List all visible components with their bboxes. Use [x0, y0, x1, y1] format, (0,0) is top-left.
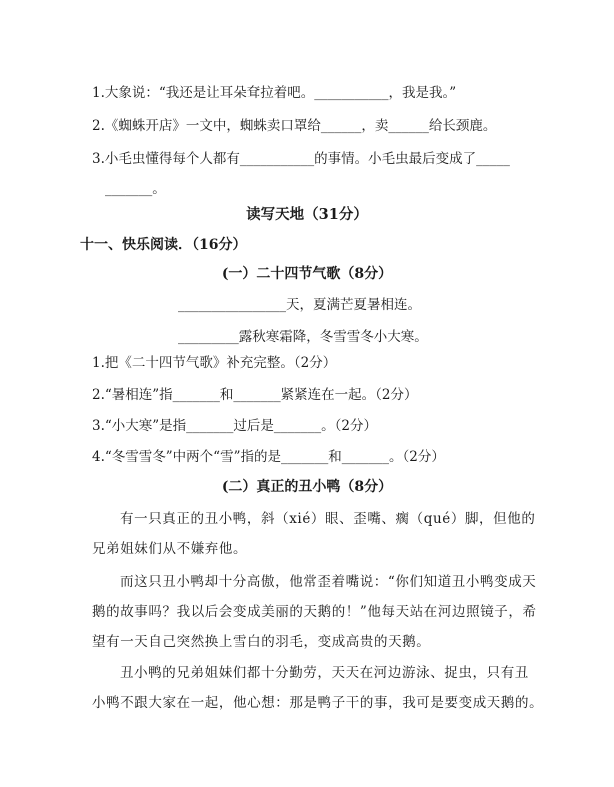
poem-line-2: _________露秋寒霜降，冬雪雪冬小大寒。	[178, 329, 428, 345]
fill-item-2: 2.《蜘蛛开店》一文中，蜘蛛卖口罩给______，卖______给长颈鹿。	[92, 118, 497, 134]
passage-2-title: (二）真正的丑小鸭（8分）	[221, 479, 393, 495]
story-line-3: 而这只丑小鸭却十分高傲，他常歪着嘴说：“你们知道丑小鸭变成天	[120, 574, 537, 590]
passage-1-title: (一）二十四节气歌（8分）	[221, 266, 393, 282]
passage-1-question-3: 3.“小大寒”是指_______过后是_______。（2分）	[92, 418, 378, 434]
passage-1-question-2: 2.“暑相连”指_______和_______紧紧连在一起。（2分）	[92, 387, 418, 403]
story-line-5: 望有一天自己突然换上雪白的羽毛，变成高贵的天鹅。	[92, 634, 431, 650]
question-11-heading: 十一、快乐阅读．（16分）	[80, 237, 247, 253]
story-line-2: 兄弟姐妹们从不嫌弃他。	[92, 541, 248, 557]
story-line-4: 鹅的故事吗？我以后会变成美丽的天鹅的！”他每天站在河边照镜子，希	[92, 604, 537, 620]
story-line-7: 小鸭不跟大家在一起，他心想：那是鸭子干的事，我可是要变成天鹅的。	[92, 695, 544, 711]
section-title: 读写天地（31分）	[246, 206, 368, 223]
passage-1-question-1: 1.把《二十四节气歌》补充完整。（2分）	[92, 355, 337, 371]
story-line-1: 有一只真正的丑小鸭，斜（xié）眼、歪嘴、瘸（qué）脚，但他的	[120, 511, 536, 527]
story-line-6: 丑小鸭的兄弟姐妹们都十分勤劳，天天在河边游泳、捉虫，只有丑	[120, 665, 529, 681]
fill-item-1: 1.大象说：“我还是让耳朵耷拉着吧。___________，我是我。”	[92, 85, 457, 101]
poem-line-1: ________________天，夏满芒夏暑相连。	[178, 297, 421, 313]
fill-item-3-cont: _______。	[105, 181, 166, 197]
passage-1-question-4: 4.“冬雪雪冬”中两个“雪”指的是_______和_______。（2分）	[92, 449, 445, 465]
fill-item-3: 3.小毛虫懂得每个人都有___________的事情。小毛虫最后变成了_____	[92, 151, 510, 167]
